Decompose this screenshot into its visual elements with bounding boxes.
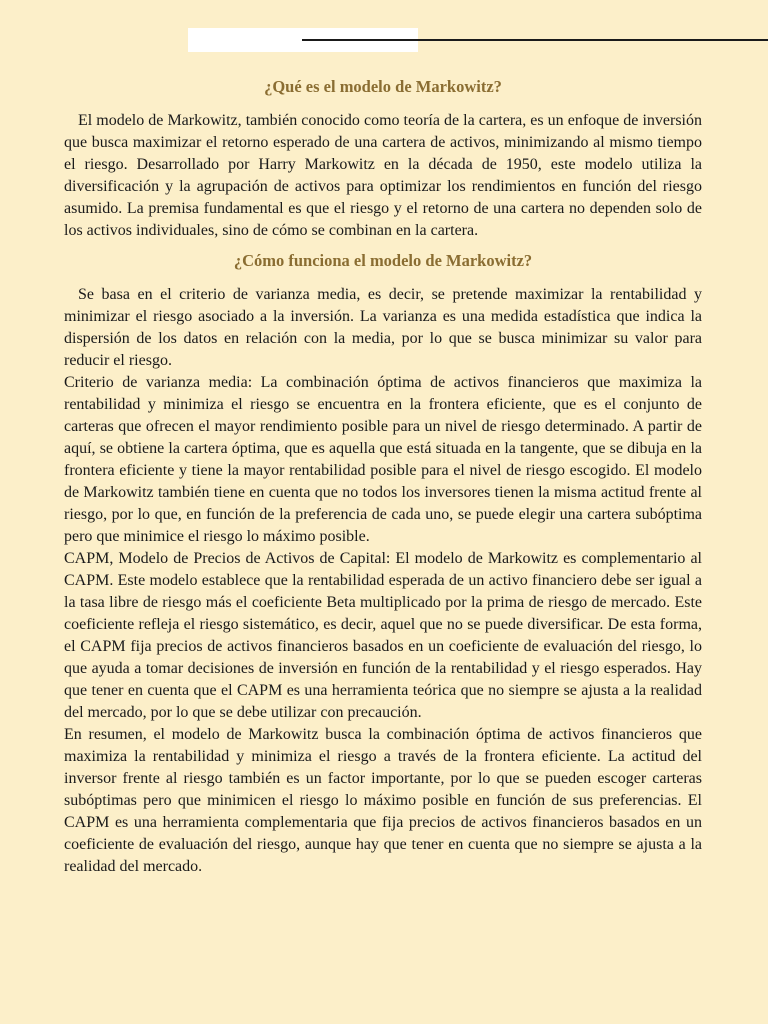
paragraph-criterio-varianza: Criterio de varianza media: La combinación óptima de activos financieros que maximiza la rentabilidad y minimiza el riesgo se encuentra en la frontera eficiente, que es el conjunto de carteras que ofrecen el mayor rendimiento posible para un nivel de riesgo determinado. A partir de aquí, se obtiene la cartera óptima, que es aquella que está situada en la tangente, que se dibuja en la frontera eficiente y tiene la mayor rentabilidad posible para el nivel de riesgo escogido. El modelo de Markowitz también tiene en cuenta que no todos los inversores tienen la misma actitud frente al riesgo, por lo que, en función de la preferencia de cada uno, se puede elegir una cartera subóptima pero que minimice el riesgo lo máximo posible.	[64, 374, 702, 545]
paragraph-definition: El modelo de Markowitz, también conocido como teoría de la cartera, es un enfoque de inversión que busca maximizar el retorno esperado de una cartera de activos, minimizando al mismo tiempo el riesgo. Desarrollado por Harry Markowitz en la década de 1950, este modelo utiliza la diversificación y la agrupación de activos para optimizar los rendimientos en función del riesgo asumido. La premisa fundamental es que el riesgo y el retorno de una cartera no dependen solo de los activos individuales, sino de cómo se combinan en la cartera.	[64, 112, 702, 239]
paragraph-capm: CAPM, Modelo de Precios de Activos de Capital: El modelo de Markowitz es complementario al CAPM. Este modelo establece que la rentabilidad esperada de un activo financiero debe ser igual a la tasa libre de riesgo más el coeficiente Beta multiplicado por la prima de riesgo de mercado. Este coeficiente refleja el riesgo sistemático, es decir, aquel que no se puede diversificar. De esta forma, el CAPM fija precios de activos financieros basados en un coeficiente de evaluación del riesgo, lo que ayuda a tomar decisiones de inversión en función de la rentabilidad y el riesgo esperados. Hay que tener en cuenta que el CAPM es una herramienta teórica que no siempre se ajusta a la realidad del mercado, por lo que se debe utilizar con precaución.	[64, 550, 702, 721]
section-heading-como-funciona: ¿Cómo funciona el modelo de Markowitz?	[233, 251, 533, 270]
paragraph-varianza-media: Se basa en el criterio de varianza media, es decir, se pretende maximizar la rentabilidad y minimizar el riesgo asociado a la inversión. La varianza es una medida estadística que indica la dispersión de los datos en relación con la media, por lo que se busca minimizar su valor para reducir el riesgo.	[64, 286, 702, 369]
section-heading-que-es: ¿Qué es el modelo de Markowitz?	[264, 77, 502, 96]
document-body	[64, 76, 702, 878]
paragraph-resumen: En resumen, el modelo de Markowitz busca la combinación óptima de activos financieros que maximiza la rentabilidad y minimiza el riesgo a través de la frontera eficiente. La actitud del inversor frente al riesgo también es un factor importante, por lo que se pueden escoger carteras subóptimas pero que minimicen el riesgo lo máximo posible en función de sus preferencias. El CAPM es una herramienta complementaria que fija precios de activos financieros basados en un coeficiente de evaluación del riesgo, aunque hay que tener en cuenta que no siempre se ajusta a la realidad del mercado.	[64, 726, 702, 875]
top-horizontal-rule	[302, 39, 768, 41]
